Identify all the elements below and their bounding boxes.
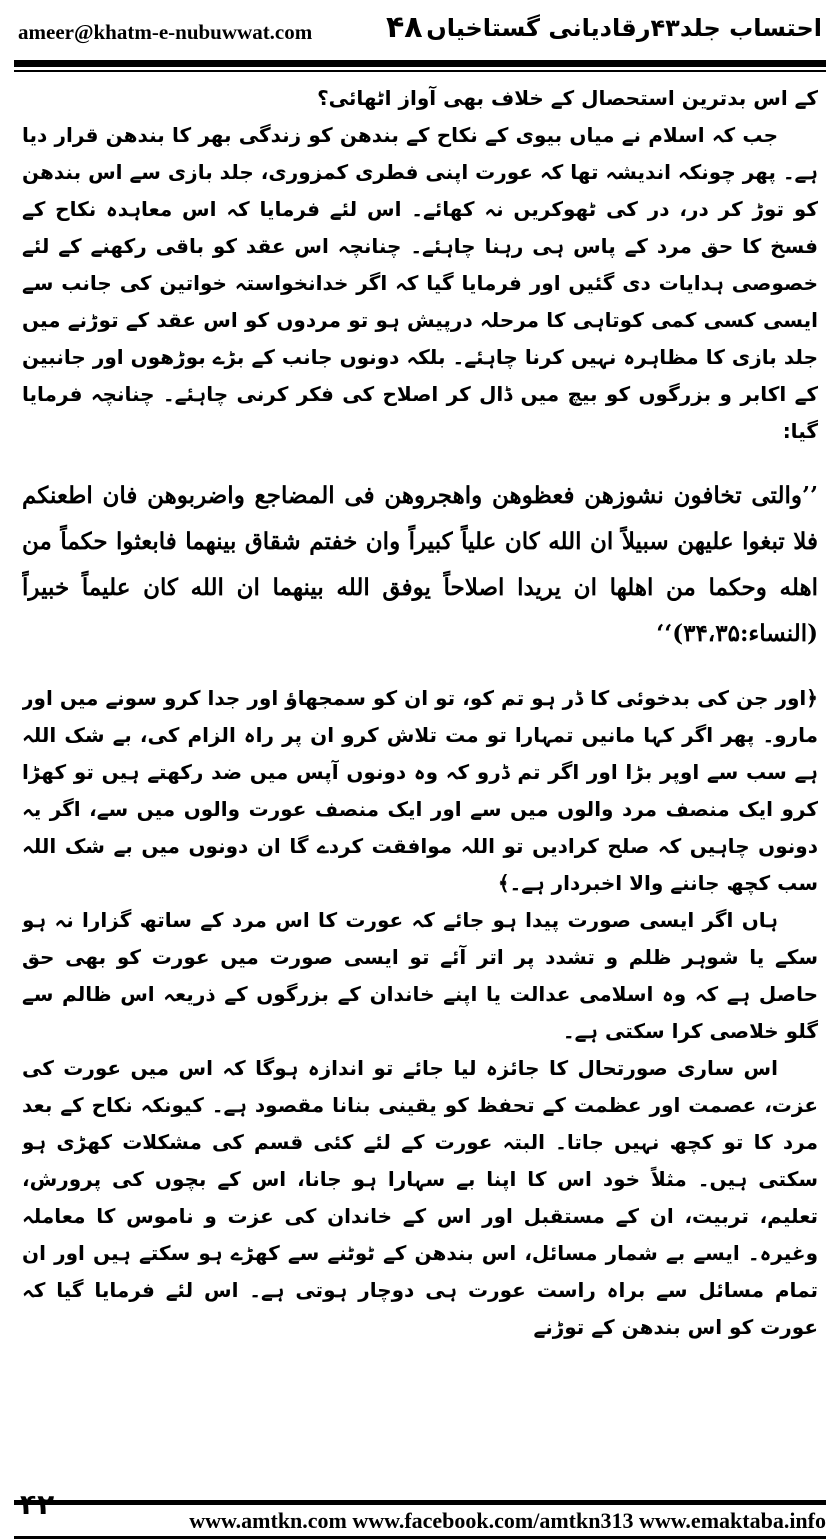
- header-book-title: احتساب جلد۴۳رقادیانی گستاخیاں: [426, 14, 822, 42]
- footer-urls: www.amtkn.com www.facebook.com/amtkn313 www.emaktaba.info: [189, 1508, 826, 1533]
- paragraph-1: کے اس بدترین استحصال کے خلاف بھی آواز اٹھائی؟: [317, 86, 818, 110]
- footer-page-number: ۴۲: [20, 1488, 55, 1521]
- page-header: [14, 8, 826, 54]
- footer-rule-bottom: [14, 1536, 826, 1539]
- page-footer: [14, 1488, 826, 1534]
- paragraph-3: ہاں اگر ایسی صورت پیدا ہو جائے کہ عورت کا اس مرد کے ساتھ گزارا نہ ہو سکے یا شوہر ظلم و تشدد پر اتر آئے تو ایسی صورت میں عورت کو بھی حق حاصل ہے کہ وہ اسلامی عدالت یا اپنے خاندان کے بزرگوں کے ذریعہ اس ظالم سے گلو خلاصی کرا سکتی ہے۔: [22, 908, 818, 1043]
- quran-verse: ’’والتی تخافون نشوزهن فعظوهن واهجروهن فی المضاجع واضربوهن فان اطعنکم فلا تبغوا علیهن سبیلاً ان الله کان علیاً کبیراً وان خفتم شقاق بینهما فابعثوا حکماً من اهله وحکما من اهلها ان یریدا اصلاحاً یوفق الله بینهما ان الله کان علیماً خبیراً (النساء:۳۴،۳۵)‘‘: [22, 482, 818, 647]
- header-rule: [14, 60, 826, 67]
- header-page-number: ۴۸: [386, 10, 423, 45]
- page-body: [22, 80, 818, 1470]
- header-email: ameer@khatm-e-nubuwwat.com: [18, 20, 313, 44]
- verse-translation: ﴿اور جن کی بدخوئی کا ڈر ہو تم کو، تو ان کو سمجھاؤ اور جدا کرو سونے میں اور مارو۔ پھر اگر کہا مانیں تمہارا تو مت تلاش کرو ان پر راہ الزام کی، بے شک اللہ ہے سب سے اوپر بڑا اور اگر تم ڈرو کہ وہ دونوں آپس میں ضد رکھتے ہیں تو کھڑا کرو ایک منصف مرد والوں میں سے اور ایک منصف عورت والوں میں سے، اگر یہ دونوں چاہیں کہ صلح کرادیں تو اللہ موافقت کردے گا ان دونوں میں بے شک اللہ سب کچھ جاننے والا اخبردار ہے۔﴾: [22, 686, 818, 895]
- paragraph-2: جب کہ اسلام نے میاں بیوی کے نکاح کے بندھن کو زندگی بھر کا بندھن قرار دیا ہے۔ پھر چونکہ اندیشہ تھا کہ عورت اپنی فطری کمزوری، جلد بازی سے اس بندھن کو توڑ کر در، در کی ٹھوکریں نہ کھائے۔ اس لئے فرمایا کہ اس معاہدہ نکاح کے فسخ کا حق مرد کے پاس ہی رہنا چاہئے۔ چنانچہ اس عقد کو باقی رکھنے کے لئے خصوصی ہدایات دی گئیں اور فرمایا گیا کہ اگر خدانخواستہ خواتین کی جانب سے ایسی کسی کمی کوتاہی کا مرحلہ درپیش ہو تو مردوں کو اس عقد کے توڑنے میں جلد بازی کا مظاہرہ نہیں کرنا چاہئے۔ بلکہ دونوں جانب کے بڑے بوڑھوں اور جانبین کے اکابر و بزرگوں کو بیچ میں ڈال کر اصلاح کی فکر کرنی چاہئے۔ چنانچہ فرمایا گیا:: [22, 123, 818, 443]
- header-rule-thin: [14, 70, 826, 72]
- footer-rule: [14, 1500, 826, 1505]
- paragraph-4: اس ساری صورتحال کا جائزہ لیا جائے تو اندازہ ہوگا کہ اس میں عورت کی عزت، عصمت اور عظمت کے تحفظ کو یقینی بنانا مقصود ہے۔ کیونکہ نکاح کے بعد مرد کا تو کچھ نہیں جاتا۔ البتہ عورت کے لئے کئی قسم کی مشکلات کھڑی ہو سکتی ہیں۔ مثلاً خود اس کا اپنا بے سہارا ہو جانا، اس کے بچوں کی پرورش، تعلیم، تربیت، ان کے مستقبل اور اس کے خاندان کی عزت و ناموس کا معاملہ وغیرہ۔ ایسے بے شمار مسائل، اس بندھن کے ٹوٹنے سے کھڑے ہو سکتے ہیں اور ان تمام مسائل سے براہ راست عورت ہی دوچار ہوتی ہے۔ اس لئے فرمایا گیا کہ عورت کو اس بندھن کے توڑنے: [22, 1056, 818, 1339]
